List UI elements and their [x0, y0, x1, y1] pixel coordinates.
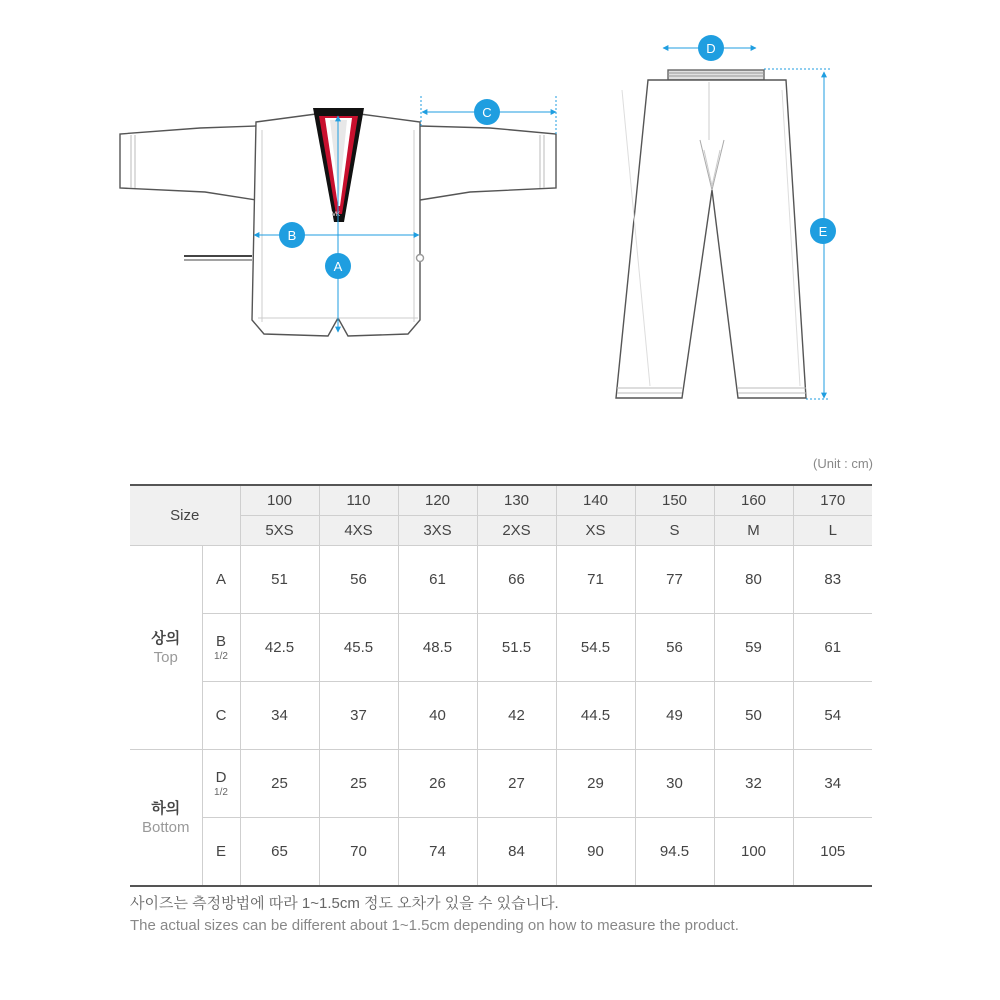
size-number-row [130, 485, 872, 516]
measurement-value-cell: 84 [477, 818, 556, 887]
measurement-value-cell: 65 [240, 818, 319, 887]
measurement-value-cell: 42.5 [240, 614, 319, 682]
marker-c [474, 99, 500, 125]
size-chart-table [130, 484, 872, 887]
size-letter-cell: 4XS [319, 516, 398, 546]
measurement-half-note: 1/2 [214, 650, 228, 662]
measurement-letter: C [215, 706, 227, 724]
jacket-right-sleeve [420, 126, 556, 200]
measurement-value-cell: 32 [714, 750, 793, 818]
measurement-value-cell: 25 [319, 750, 398, 818]
measurement-value-cell: 44.5 [556, 682, 635, 750]
garment-measurement-diagram [0, 0, 1000, 420]
size-letter-cell: 5XS [240, 516, 319, 546]
marker-d [698, 35, 724, 61]
measurement-notes [130, 893, 890, 937]
group-label-cell [130, 546, 202, 750]
size-letter-cell: M [714, 516, 793, 546]
unit-label: (Unit : cm) [813, 456, 873, 471]
size-letter-cell: 3XS [398, 516, 477, 546]
measurement-letter: B [215, 632, 226, 650]
measurement-value-cell: 54.5 [556, 614, 635, 682]
measurement-value-cell: 66 [477, 546, 556, 614]
measurement-value-cell: 45.5 [319, 614, 398, 682]
measurement-value-cell: 34 [240, 682, 319, 750]
measurement-value-cell: 74 [398, 818, 477, 887]
pants-outline [616, 80, 806, 398]
marker-a-label: A [333, 259, 343, 274]
measurement-value-cell: 25 [240, 750, 319, 818]
measurement-value-cell: 77 [635, 546, 714, 614]
measurement-value-cell: 29 [556, 750, 635, 818]
measurement-value-cell: 100 [714, 818, 793, 887]
measurement-value-cell: 27 [477, 750, 556, 818]
note-english: The actual sizes can be different about 1~1.5cm depending on how to measure the product. [130, 917, 739, 934]
marker-c-label: C [482, 105, 492, 120]
size-number-cell: 110 [319, 485, 398, 516]
marker-d-label: D [706, 41, 716, 56]
measurement-letter: D [215, 768, 227, 786]
size-number-cell: 160 [714, 485, 793, 516]
measurement-label-cell [202, 614, 240, 682]
marker-b-label: B [287, 228, 297, 243]
size-letter-row [130, 516, 872, 546]
size-number-cell: 150 [635, 485, 714, 516]
measurement-letter: A [215, 570, 226, 588]
measurement-value-cell: 71 [556, 546, 635, 614]
measurement-value-cell: 30 [635, 750, 714, 818]
size-number-cell: 120 [398, 485, 477, 516]
marker-a [325, 253, 351, 279]
measurement-value-cell: 61 [398, 546, 477, 614]
jacket-button [417, 255, 424, 262]
measurement-label-cell [202, 682, 240, 750]
pants-waistband [668, 70, 764, 80]
measurement-value-cell: 37 [319, 682, 398, 750]
size-number-cell: 140 [556, 485, 635, 516]
measurement-value-cell: 49 [635, 682, 714, 750]
measurement-value-cell: 42 [477, 682, 556, 750]
group-name-korean: 상의 [151, 629, 181, 647]
size-number-cell: 170 [793, 485, 872, 516]
measurement-value-cell: 80 [714, 546, 793, 614]
measurement-half-note: 1/2 [214, 786, 228, 798]
measurement-value-cell: 56 [319, 546, 398, 614]
measurement-letter: E [215, 842, 226, 860]
group-name-english: Bottom [141, 818, 190, 836]
note-korean: 사이즈는 측정방법에 따라 1~1.5cm 정도 오차가 있을 수 있습니다. [130, 895, 559, 912]
size-letter-cell: XS [556, 516, 635, 546]
measurement-value-cell: 83 [793, 546, 872, 614]
size-letter-cell: S [635, 516, 714, 546]
size-number-cell: 100 [240, 485, 319, 516]
measurement-value-cell: 34 [793, 750, 872, 818]
measurement-label-cell [202, 750, 240, 818]
pants-illustration [616, 70, 806, 398]
measurement-row [130, 750, 872, 818]
measurement-value-cell: 105 [793, 818, 872, 887]
measurement-row [130, 818, 872, 887]
measurement-value-cell: 51 [240, 546, 319, 614]
size-letter-cell: 2XS [477, 516, 556, 546]
size-letter-cell: L [793, 516, 872, 546]
measurement-value-cell: 26 [398, 750, 477, 818]
measurement-value-cell: 56 [635, 614, 714, 682]
measurement-value-cell: 90 [556, 818, 635, 887]
measurement-value-cell: 94.5 [635, 818, 714, 887]
measurement-value-cell: 51.5 [477, 614, 556, 682]
group-name-english: Top [153, 648, 178, 666]
measurement-value-cell: 54 [793, 682, 872, 750]
group-label-cell [130, 750, 202, 887]
measurement-row [130, 614, 872, 682]
measurement-label-cell [202, 546, 240, 614]
measurement-label-cell [202, 818, 240, 887]
group-name-korean: 하의 [151, 799, 181, 817]
measurement-value-cell: 61 [793, 614, 872, 682]
measurement-row [130, 682, 872, 750]
size-number-cell: 130 [477, 485, 556, 516]
measurement-value-cell: 70 [319, 818, 398, 887]
marker-e [810, 218, 836, 244]
measurement-value-cell: 59 [714, 614, 793, 682]
svg-text:VK: VK [332, 212, 341, 218]
marker-e-label: E [818, 224, 828, 239]
measurement-value-cell: 48.5 [398, 614, 477, 682]
jacket-left-sleeve [120, 126, 256, 200]
measurement-value-cell: 50 [714, 682, 793, 750]
size-header-cell: Size [130, 485, 240, 546]
marker-b [279, 222, 305, 248]
measurement-row [130, 546, 872, 614]
measurement-value-cell: 40 [398, 682, 477, 750]
